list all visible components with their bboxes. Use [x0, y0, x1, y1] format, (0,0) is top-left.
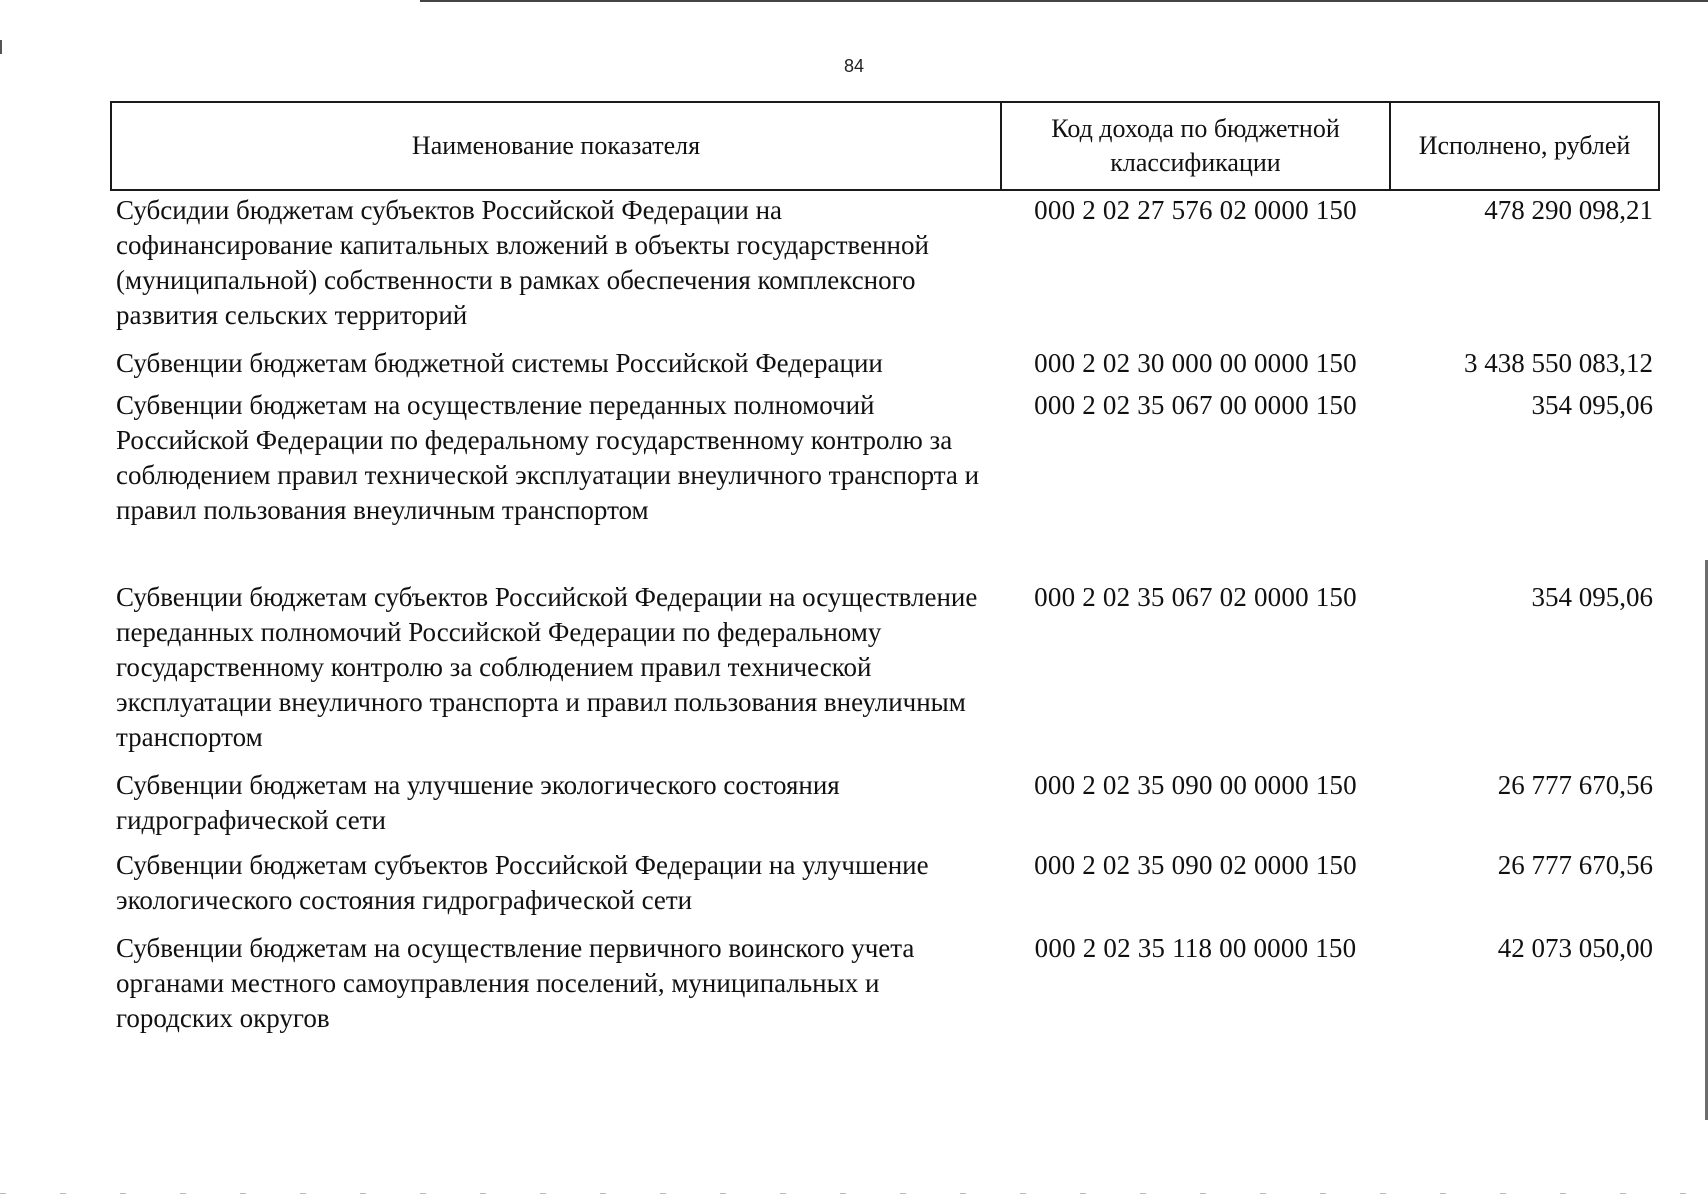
scan-edge-mark-left — [0, 40, 2, 54]
row-budget-code: 000 2 02 35 090 00 0000 150 — [1034, 770, 1357, 800]
row-indicator-name: Субсидии бюджетам субъектов Российской Федерации на софинансирование капитальных вложений в объекты государственной (муниципальной) собственности в рамках обеспечения комплексного развития сельских территорий — [116, 195, 929, 330]
row-indicator-name: Субвенции бюджетам на улучшение экологического состояния гидрографической сети — [116, 770, 840, 835]
header-budget-code: Код дохода по бюджетной классификации — [1001, 102, 1390, 190]
scan-top-rule — [420, 0, 1708, 2]
row-indicator-name: Субвенции бюджетам субъектов Российской Федерации на осуществление переданных полномочий Российской Федерации по федеральному государственному контролю за соблюдением правил технической эксплуатации внеуличного транспорта и правил пользования внеуличным транспортом — [116, 582, 978, 752]
row-indicator-name: Субвенции бюджетам бюджетной системы Российской Федерации — [116, 348, 883, 378]
table-row — [111, 848, 1659, 931]
table-row — [111, 190, 1659, 346]
row-executed-amount: 26 777 670,56 — [1497, 770, 1653, 800]
row-budget-code: 000 2 02 35 067 00 0000 150 — [1034, 390, 1357, 420]
row-executed-amount: 478 290 098,21 — [1484, 195, 1653, 225]
row-budget-code: 000 2 02 30 000 00 0000 150 — [1034, 348, 1357, 378]
row-budget-code: 000 2 02 27 576 02 0000 150 — [1034, 195, 1357, 225]
page-number: 84 — [843, 56, 865, 76]
row-indicator-name: Субвенции бюджетам на осуществление переданных полномочий Российской Федерации по федеральному государственному контролю за соблюдением правил технической эксплуатации внеуличного транспорта и правил пользования внеуличным транспортом — [116, 390, 980, 525]
table-row — [111, 346, 1659, 388]
table-row — [111, 580, 1659, 768]
row-executed-amount: 354 095,06 — [1531, 582, 1653, 612]
row-indicator-name: Субвенции бюджетам субъектов Российской Федерации на улучшение экологического состояния гидрографической сети — [116, 850, 929, 915]
table-row — [111, 768, 1659, 848]
table-header — [111, 102, 1659, 190]
row-executed-amount: 26 777 670,56 — [1497, 850, 1653, 880]
row-budget-code: 000 2 02 35 067 02 0000 150 — [1034, 582, 1357, 612]
header-indicator-name: Наименование показателя — [111, 102, 1001, 190]
header-executed-amount: Исполнено, рублей — [1390, 102, 1659, 190]
row-executed-amount: 3 438 550 083,12 — [1464, 348, 1653, 378]
table-row — [111, 388, 1659, 580]
table-row — [111, 931, 1659, 1036]
table-header-row — [111, 102, 1659, 190]
table-body — [111, 190, 1659, 1036]
row-executed-amount: 354 095,06 — [1531, 390, 1653, 420]
scan-bottom-noise — [0, 1193, 1708, 1194]
row-executed-amount: 42 073 050,00 — [1497, 933, 1653, 963]
row-indicator-name: Субвенции бюджетам на осуществление первичного воинского учета органами местного самоуправления поселений, муниципальных и городских округов — [116, 933, 915, 1033]
row-budget-code: 000 2 02 35 118 00 0000 150 — [1034, 933, 1357, 963]
revenue-table — [110, 101, 1660, 1036]
row-budget-code: 000 2 02 35 090 02 0000 150 — [1034, 850, 1357, 880]
